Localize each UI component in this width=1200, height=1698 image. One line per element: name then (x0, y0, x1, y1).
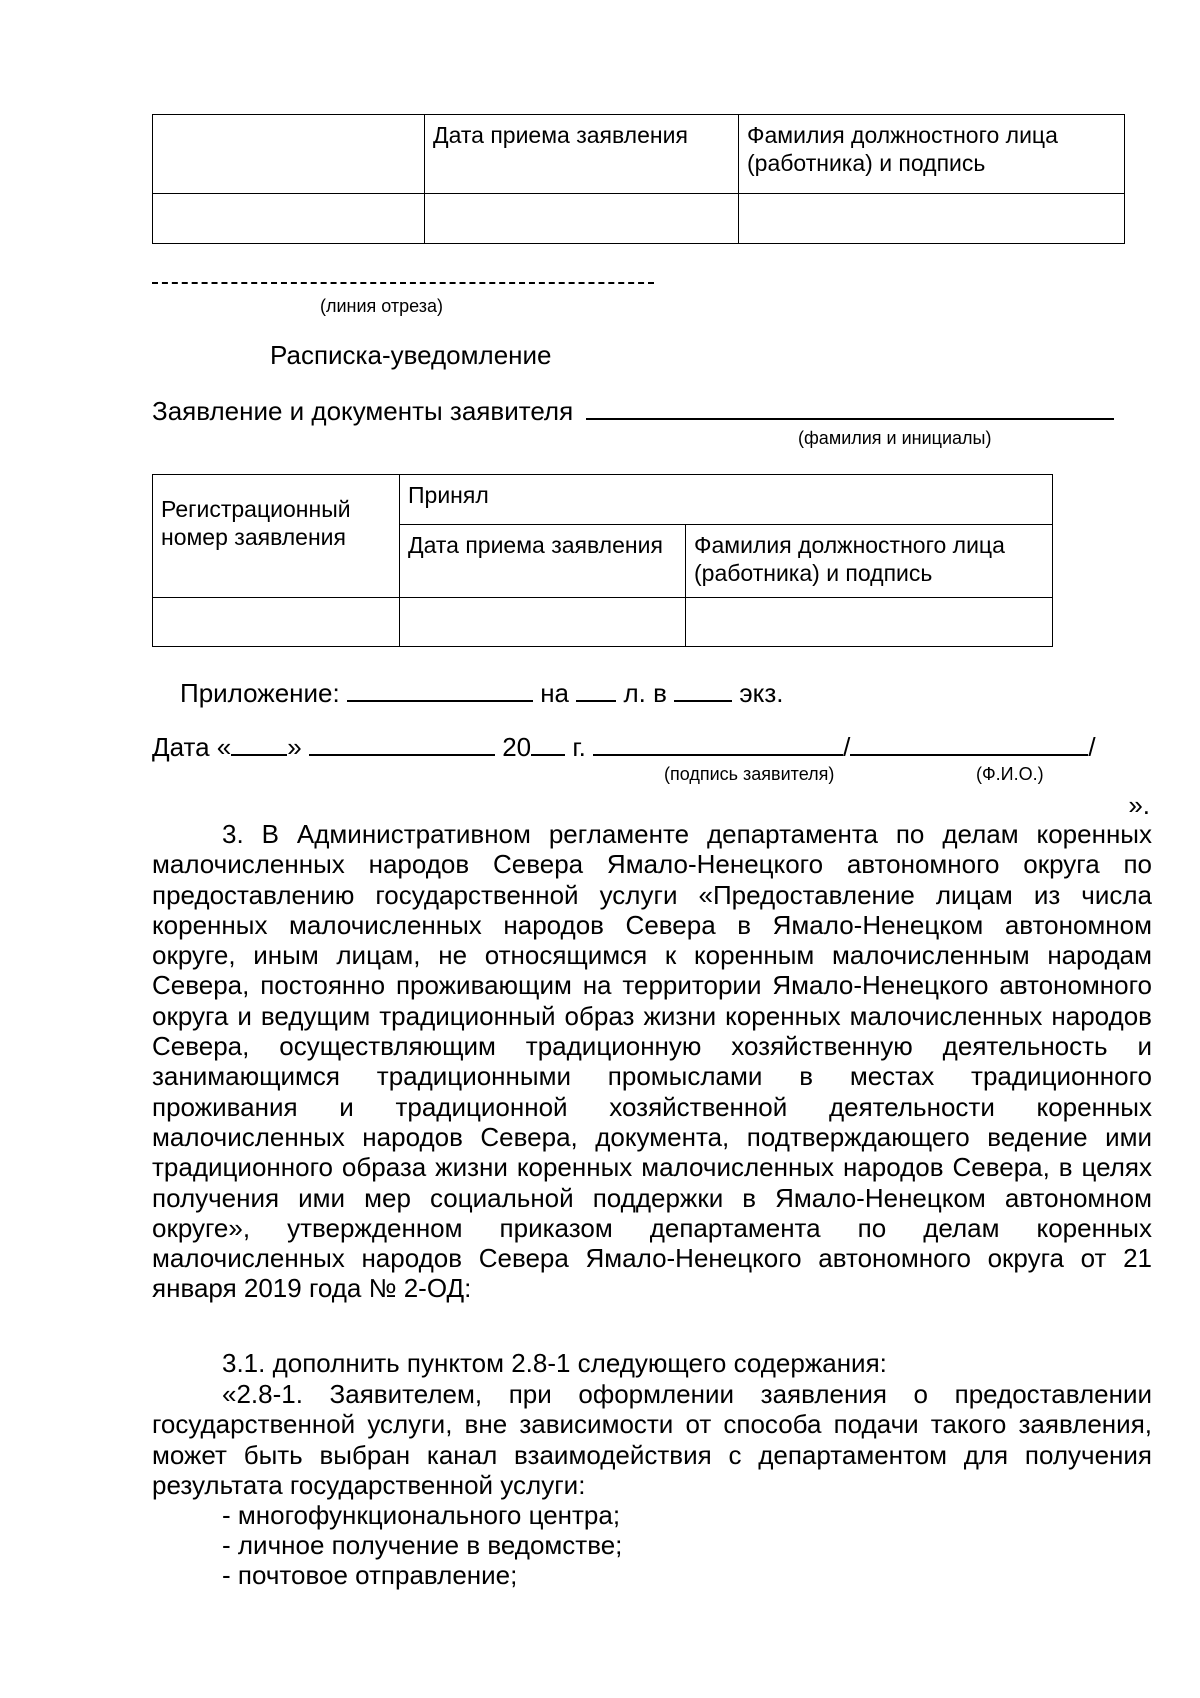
date-label: Дата « (152, 732, 232, 762)
attachment-line (180, 676, 783, 709)
fio-blank (850, 730, 1088, 756)
paragraph-3: 3. В Административном регламенте департамента по делам коренных малочисленных народов Севера Ямало-Ненецкого автономного округа по предоставлению государственной услуги «Предоставление лицам из числа коренных малочисленных народов Севера в Ямало-Ненецком автономном округе, иным лицам, не относящимся к коренным малочисленным народам Севера, постоянно проживающим на территории Ямало-Ненецкого автономного округа и ведущим традиционный образ жизни коренных малочисленных народов Севера, осуществляющим традиционную хозяйственную деятельность и занимающимся традиционными промыслами в местах традиционного проживания и традиционной хозяйственной деятельности коренных малочисленных народов Севера, документа, подтверждающего ведение ими традиционного образа жизни коренных малочисленных народов Севера, в целях получения ими мер социальной поддержки в Ямало-Ненецком автономном округе», утвержденном приказом департамента по делам коренных малочисленных народов Севера Ямало-Ненецкого автономного округа от 21 января 2019 года № 2-ОД: (152, 819, 1152, 1304)
attachment-doc-blank (347, 676, 533, 702)
date-close-quote: » (287, 732, 302, 762)
attachment-sheets: л. в (623, 678, 667, 708)
receipt-official-header: Фамилия должностного лица (работника) и подпись (686, 525, 1053, 598)
intake-table-top-cell (153, 194, 425, 244)
attachment-copies-blank (674, 676, 732, 702)
signature-hint: (подпись заявителя) (664, 764, 835, 784)
receipt-table-cell (400, 598, 686, 647)
intake-table-top-empty-cell (153, 115, 425, 194)
applicant-name-blank (586, 394, 1114, 420)
intake-table-top-cell (739, 194, 1125, 244)
attachment-on: на (540, 678, 570, 708)
date-day-blank (231, 730, 287, 756)
list-item: - почтовое отправление; (222, 1560, 518, 1590)
attachment-copies: экз. (739, 678, 784, 708)
receipt-reg-number-header: Регистрационный номер заявления (153, 475, 400, 598)
fio-hint: (Ф.И.О.) (976, 764, 1044, 784)
receipt-title: Расписка-уведомление (270, 340, 552, 370)
receipt-table-cell (686, 598, 1053, 647)
receipt-date-header: Дата приема заявления (400, 525, 686, 598)
attachment-label: Приложение: (180, 678, 340, 708)
receipt-table (152, 474, 1053, 647)
applicant-label: Заявление и документы заявителя (152, 396, 574, 426)
paragraph-3-1: 3.1. дополнить пунктом 2.8-1 следующего содержания: (222, 1348, 887, 1378)
paragraph-2-8-1: «2.8-1. Заявителем, при оформлении заявления о предоставлении государственной услуги, вне зависимости от способа подачи такого заявления, может быть выбран канал взаимодействия с департаментом для получения результата государственной услуги: (152, 1379, 1152, 1500)
list-item: - многофункционального центра; (222, 1500, 621, 1530)
intake-table-top-cell (425, 194, 739, 244)
receipt-table-cell (153, 598, 400, 647)
end-quote-mark: ». (1128, 790, 1150, 820)
applicant-hint: (фамилия и инициалы) (798, 428, 992, 448)
attachment-sheets-blank (576, 676, 616, 702)
list-item: - личное получение в ведомстве; (222, 1530, 623, 1560)
date-year-suffix: г. (572, 732, 586, 762)
date-year-blank (531, 730, 565, 756)
intake-table-top (152, 114, 1125, 244)
signature-blank (593, 730, 843, 756)
intake-table-top-date-header: Дата приема заявления (425, 115, 739, 194)
applicant-line (152, 394, 1114, 427)
date-month-blank (309, 730, 495, 756)
cut-line (152, 282, 654, 284)
date-line: Дата « » 20 г. / / (152, 732, 1096, 762)
intake-table-top-official-header: Фамилия должностного лица (работника) и подпись (739, 115, 1125, 194)
cut-line-label: (линия отреза) (320, 296, 444, 316)
receipt-accepted-header: Принял (400, 475, 1053, 525)
date-year-prefix: 20 (502, 732, 532, 762)
